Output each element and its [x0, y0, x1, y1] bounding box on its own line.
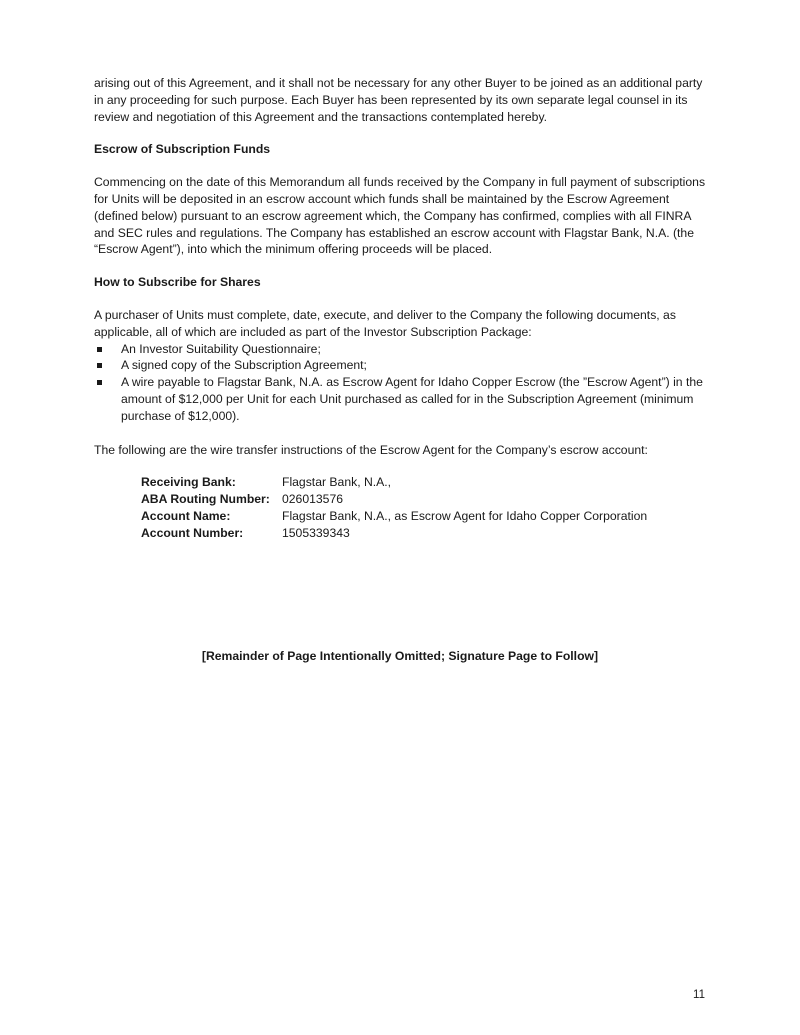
routing-number-label: ABA Routing Number: [141, 492, 270, 507]
list-item [94, 341, 706, 358]
subscription-documents-list [94, 341, 706, 425]
account-number-label: Account Number: [141, 525, 244, 540]
page-number: 11 [693, 989, 705, 1001]
wire-instructions-table [141, 474, 647, 541]
table-row [141, 508, 647, 525]
table-row [141, 474, 647, 491]
table-row [141, 491, 647, 508]
routing-number-value: 026013576 [282, 492, 344, 507]
list-item-text: A wire payable to Flagstar Bank, N.A. as Escrow Agent for Idaho Copper Escrow (the ”Escrow Agent”) in the amount of $12,000 per Unit for each Unit purchased as called for in the Subscription Agreement (minimum purchase of $12,000). [121, 375, 703, 423]
escrow-paragraph: Commencing on the date of this Memorandum all funds received by the Company in full payment of subscriptions for Units will be deposited in an escrow account which funds shall be maintained by the Escrow Agreement (defined below) pursuant to an escrow agreement which, the Company has confirmed, complies with all FINRA and SEC rules and regulations. The Company has established an escrow account with Flagstar Bank, N.A. (the “Escrow Agent”), into which the minimum offering proceeds will be placed. [94, 175, 706, 257]
subscribe-heading: How to Subscribe for Shares [94, 275, 261, 290]
list-item [94, 374, 706, 424]
document-page [94, 75, 706, 542]
account-name-value: Flagstar Bank, N.A., as Escrow Agent for Idaho Copper Corporation [282, 508, 648, 523]
remainder-notice: [Remainder of Page Intentionally Omitted; Signature Page to Follow] [201, 649, 599, 663]
account-name-label: Account Name: [141, 508, 231, 523]
receiving-bank-label: Receiving Bank: [141, 475, 236, 490]
wire-instructions-intro: The following are the wire transfer instructions of the Escrow Agent for the Company’s escrow account: [94, 442, 648, 457]
receiving-bank-value: Flagstar Bank, N.A., [282, 475, 392, 490]
escrow-heading: Escrow of Subscription Funds [94, 142, 271, 157]
list-item-text: An Investor Suitability Questionnaire; [121, 341, 321, 356]
account-number-value: 1505339343 [282, 525, 350, 540]
square-bullet-icon [97, 347, 102, 352]
table-row [141, 525, 647, 542]
list-item-text: A signed copy of the Subscription Agreement; [121, 358, 367, 373]
square-bullet-icon [97, 380, 102, 385]
intro-paragraph: arising out of this Agreement, and it shall not be necessary for any other Buyer to be joined as an additional party in any proceeding for such purpose. Each Buyer has been represented by its own separate legal counsel in its review and negotiation of this Agreement and the transactions contemplated hereby. [94, 76, 703, 124]
list-item [94, 357, 706, 374]
subscribe-paragraph: A purchaser of Units must complete, date, execute, and deliver to the Company the following documents, as applicable, all of which are included as part of the Investor Subscription Package: [94, 307, 676, 339]
square-bullet-icon [97, 363, 102, 368]
